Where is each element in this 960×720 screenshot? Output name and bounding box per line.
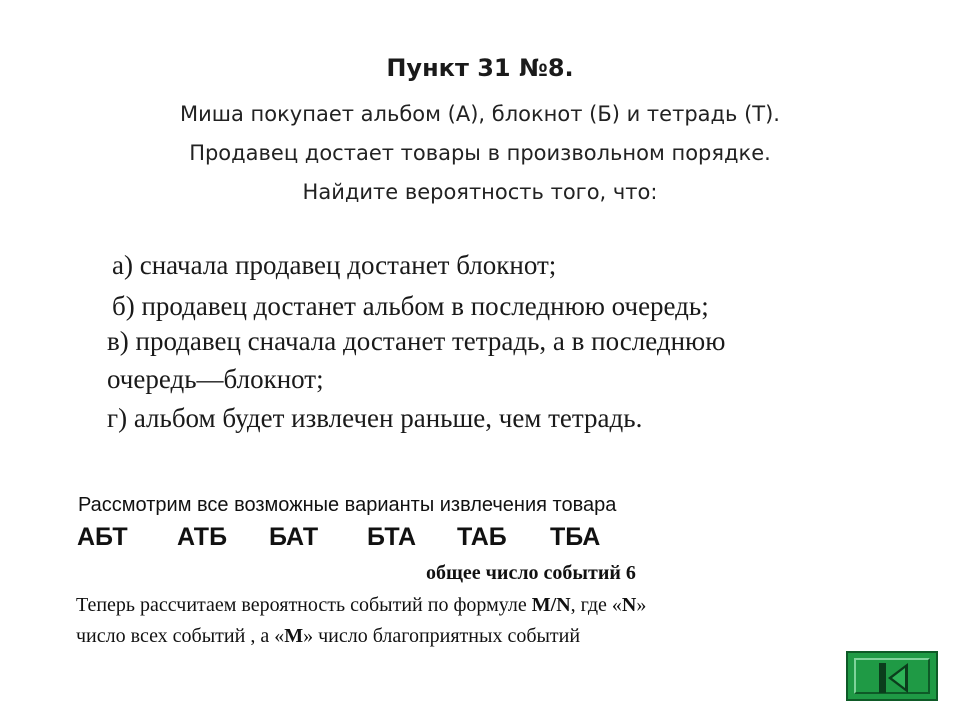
variant-item: АТБ bbox=[177, 523, 228, 551]
condition-line-2: Продавец достает товары в произвольном порядке. bbox=[189, 141, 771, 165]
formula-line-2 bbox=[76, 625, 580, 648]
task-v-line-2: очередь—блокнот; bbox=[107, 364, 324, 394]
n-letter: N bbox=[621, 594, 637, 616]
variant-item: ТАБ bbox=[457, 523, 507, 551]
task-v-line-1: в) продавец сначала достанет тетрадь, а в последнюю bbox=[107, 326, 726, 356]
page-title: Пункт 31 №8. bbox=[386, 54, 574, 82]
total-events: общее число событий 6 bbox=[426, 562, 636, 584]
condition-line-3: Найдите вероятность того, что: bbox=[302, 180, 658, 204]
m-description: » число благоприятных событий bbox=[303, 625, 581, 647]
first-slide-icon bbox=[876, 661, 912, 695]
task-a: а) сначала продавец достанет блокнот; bbox=[112, 250, 557, 280]
n-description: число всех событий , а « bbox=[76, 625, 285, 647]
formula: M/N bbox=[531, 594, 571, 616]
task-g: г) альбом будет извлечен раньше, чем тетрадь. bbox=[107, 403, 643, 433]
formula-text: Теперь рассчитаем вероятность событий по формуле bbox=[76, 594, 532, 616]
variant-item: БТА bbox=[367, 523, 417, 551]
variant-item: ТБА bbox=[550, 523, 601, 551]
formula-where: , где « bbox=[570, 594, 622, 616]
variant-item: АБТ bbox=[77, 523, 128, 551]
solution-intro: Рассмотрим все возможные варианты извлечения товара bbox=[78, 494, 617, 516]
m-letter: M bbox=[284, 625, 304, 647]
condition-line-1: Миша покупает альбом (А), блокнот (Б) и тетрадь (Т). bbox=[180, 102, 780, 126]
variant-item: БАТ bbox=[269, 523, 319, 551]
quote-close: » bbox=[636, 594, 647, 616]
task-b: б) продавец достанет альбом в последнюю очередь; bbox=[112, 291, 709, 321]
first-slide-button[interactable] bbox=[846, 651, 938, 701]
formula-line-1 bbox=[76, 594, 646, 617]
